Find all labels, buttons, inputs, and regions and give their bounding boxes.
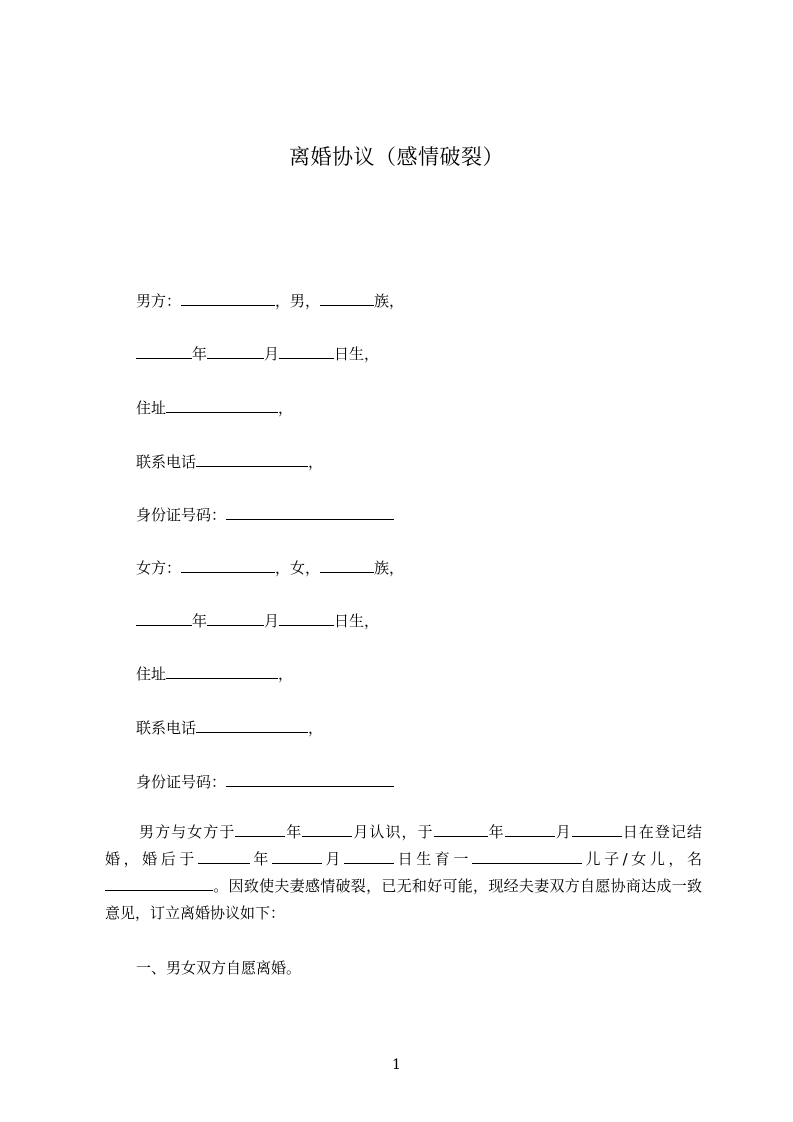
wife-name-blank[interactable] [181,557,275,573]
wife-ethnicity-suffix: 族， [374,559,405,577]
wife-phone-line [136,717,323,739]
meet-year-blank[interactable] [235,821,285,837]
intro-text-11: 。因致使夫妻感情破裂，已无和好可能，现经夫妻双方自愿协商达成一致意见，订立离婚协议如下： [105,877,702,922]
husband-address-line [136,397,293,419]
wife-phone-suffix: ， [308,719,324,737]
marriage-year-blank[interactable] [434,821,488,837]
husband-address-label: 住址 [136,399,167,417]
husband-birth-month-blank[interactable] [207,343,264,359]
marriage-month-blank[interactable] [505,821,555,837]
husband-id-line [136,504,394,526]
intro-paragraph [105,819,702,927]
child-birth-month-blank[interactable] [272,848,322,864]
wife-party-label: 女方： [136,559,182,577]
husband-birth-year-blank[interactable] [136,343,192,359]
child-count-blank[interactable] [472,848,582,864]
wife-gender-text: ，女， [275,559,321,577]
wife-ethnicity-blank[interactable] [320,557,374,573]
intro-text-7: 年 [249,850,272,868]
child-birth-year-blank[interactable] [198,848,250,864]
child-name-blank[interactable] [105,875,213,891]
husband-address-suffix: ， [278,399,294,417]
intro-text-4: 年 [487,823,505,841]
husband-name-blank[interactable] [181,290,275,306]
wife-birth-month-blank[interactable] [207,610,264,626]
wife-address-line [136,663,293,685]
wife-id-line [136,771,394,793]
wife-birth-line [136,610,379,632]
wife-birth-year-blank[interactable] [136,610,192,626]
page-number: 1 [392,1057,401,1073]
wife-id-label: 身份证号码： [136,773,227,791]
intro-text-10: 儿子/女儿，名 [581,850,702,868]
husband-phone-label: 联系电话 [136,453,197,471]
meet-month-blank[interactable] [302,821,352,837]
wife-birth-day-blank[interactable] [279,610,334,626]
husband-month-label: 月 [264,345,280,363]
wife-address-blank[interactable] [166,663,278,679]
intro-text-3: 月认识，于 [352,823,434,841]
marriage-day-blank[interactable] [572,821,622,837]
husband-party-label: 男方： [136,292,182,310]
intro-text-2: 年 [285,823,303,841]
intro-text-6: 日在登记结婚，婚后于 [105,823,702,868]
wife-phone-label: 联系电话 [136,719,197,737]
wife-id-blank[interactable] [226,771,394,787]
husband-address-blank[interactable] [166,397,278,413]
wife-phone-blank[interactable] [196,717,308,733]
husband-ethnicity-blank[interactable] [320,290,374,306]
intro-text-1: 男方与女方于 [138,823,236,841]
husband-gender-text: ，男， [275,292,321,310]
husband-birth-day-blank[interactable] [279,343,334,359]
intro-text-9: 日生育一 [394,850,472,868]
husband-id-blank[interactable] [226,504,394,520]
intro-text-8: 月 [321,850,345,868]
wife-address-suffix: ， [278,665,294,683]
husband-birth-suffix: 日生， [334,345,380,363]
husband-year-label: 年 [192,345,208,363]
husband-ethnicity-suffix: 族， [374,292,405,310]
wife-month-label: 月 [264,612,280,630]
wife-name-line [136,557,404,579]
husband-phone-line [136,451,323,473]
document-title: 离婚协议（感情破裂） [289,145,504,169]
wife-address-label: 住址 [136,665,167,683]
husband-id-label: 身份证号码： [136,506,227,524]
husband-phone-suffix: ， [308,453,324,471]
intro-text-5: 月 [554,823,572,841]
husband-birth-line [136,343,379,365]
child-birth-day-blank[interactable] [344,848,394,864]
wife-birth-suffix: 日生， [334,612,380,630]
husband-phone-blank[interactable] [196,451,308,467]
husband-name-line [136,290,404,312]
clause-1: 一、男女双方自愿离婚。 [136,959,302,977]
wife-year-label: 年 [192,612,208,630]
